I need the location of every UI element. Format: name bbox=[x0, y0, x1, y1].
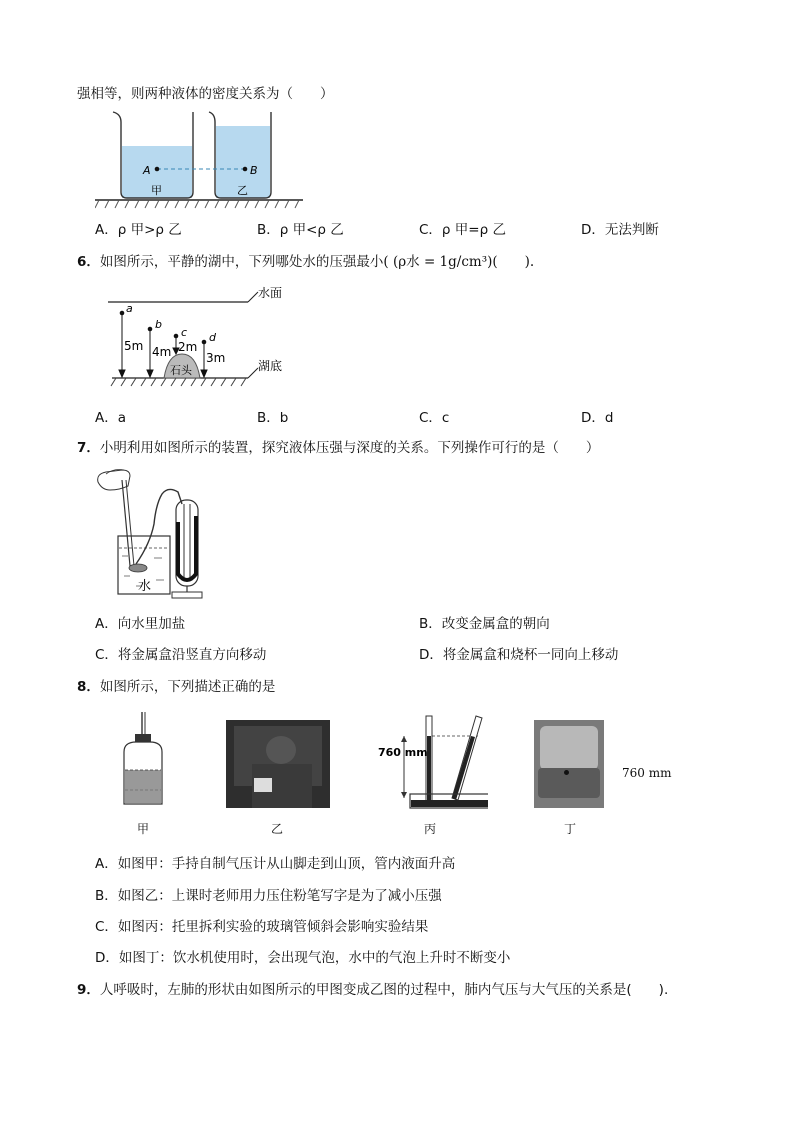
q7-option-c[interactable]: C．将金属盒沿竖直方向移动 bbox=[95, 647, 267, 663]
q7-question bbox=[77, 436, 599, 456]
q9-text: 人呼吸时，左肺的形状由如图所示的甲图变成乙图的过程中，肺内气压与大气压的关系是( ). bbox=[99, 982, 669, 998]
q5-option-d[interactable]: D．无法判断 bbox=[581, 222, 659, 238]
q8-bing-mm-label: 760 mm bbox=[378, 746, 428, 759]
q6-option-b[interactable]: B．b bbox=[257, 410, 289, 426]
q5-option-c[interactable]: C．ρ 甲=ρ 乙 bbox=[419, 222, 506, 238]
q8-figure-bing bbox=[378, 712, 488, 812]
q7-option-b[interactable]: B．改变金属盒的朝向 bbox=[419, 616, 550, 632]
q8-figure-yi-photo bbox=[226, 720, 330, 808]
q6-text: 如图所示，平静的湖中，下列哪处水的压强最小 bbox=[99, 254, 384, 270]
q8-number: 8． bbox=[77, 679, 100, 695]
q7-text: 小明利用如图所示的装置，探究液体压强与深度的关系。下列操作可行的是（ ） bbox=[99, 440, 600, 456]
q8-side-label: 760 mm bbox=[622, 766, 672, 780]
q8-text: 如图所示，下列描述正确的是 bbox=[99, 679, 276, 695]
q5-option-b[interactable]: B．ρ 甲<ρ 乙 bbox=[257, 222, 344, 238]
q9-question bbox=[77, 978, 668, 998]
q8-option-c[interactable]: C．如图丙：托里拆利实验的玻璃管倾斜会影响实验结果 bbox=[95, 919, 429, 935]
depth-a: 5m bbox=[124, 339, 144, 353]
q8-caption-ding: 丁 bbox=[564, 822, 577, 836]
point-b-label: B bbox=[250, 164, 258, 177]
beaker-right-label: 乙 bbox=[237, 184, 248, 197]
q7-option-d[interactable]: D．将金属盒和烧杯一同向上移动 bbox=[419, 647, 619, 663]
q6-number: 6． bbox=[77, 254, 100, 270]
q9-number: 9． bbox=[77, 982, 100, 998]
q5-beakers-figure bbox=[95, 108, 305, 210]
q6-option-d[interactable]: D．d bbox=[581, 410, 614, 426]
point-c: c bbox=[181, 326, 188, 339]
bottom-label: 湖底 bbox=[258, 359, 283, 373]
water-label: 水 bbox=[138, 579, 152, 594]
q8-option-b[interactable]: B．如图乙：上课时老师用力压住粉笔写字是为了减小压强 bbox=[95, 888, 442, 904]
surface-label: 水面 bbox=[258, 286, 283, 300]
q7-number: 7． bbox=[77, 440, 100, 456]
q6-formula: ( (ρ水 = 1g/cm³)( ). bbox=[383, 254, 535, 270]
q8-caption-yi: 乙 bbox=[271, 822, 284, 836]
q7-option-a[interactable]: A．向水里加盐 bbox=[95, 616, 186, 632]
q6-option-a[interactable]: A．a bbox=[95, 410, 127, 426]
q5-option-a[interactable]: A．ρ 甲>ρ 乙 bbox=[95, 222, 182, 238]
q8-option-d[interactable]: D．如图丁：饮水机使用时，会出现气泡，水中的气泡上升时不断变小 bbox=[95, 950, 511, 966]
q7-apparatus-figure bbox=[92, 464, 222, 604]
depth-b: 4m bbox=[152, 345, 172, 359]
stone-label: 石头 bbox=[170, 364, 192, 377]
q6-lake-figure bbox=[108, 280, 308, 390]
q8-question bbox=[77, 675, 275, 695]
q6-question bbox=[77, 250, 534, 270]
q8-figure-ding-photo bbox=[534, 720, 604, 808]
q8-option-a[interactable]: A．如图甲：手持自制气压计从山脚走到山顶，管内液面升高 bbox=[95, 856, 456, 872]
q8-figure-jia bbox=[112, 712, 172, 812]
q8-caption-bing: 丙 bbox=[424, 822, 437, 836]
point-a: a bbox=[126, 302, 133, 315]
q6-option-c[interactable]: C．c bbox=[419, 410, 450, 426]
point-b: b bbox=[155, 318, 162, 331]
q8-caption-jia: 甲 bbox=[137, 822, 150, 836]
depth-d: 3m bbox=[206, 351, 226, 365]
point-d: d bbox=[209, 331, 216, 344]
beaker-left-label: 甲 bbox=[151, 184, 162, 197]
point-a-label: A bbox=[143, 164, 151, 177]
q5-text: 强相等，则两种液体的密度关系为（ ） bbox=[77, 86, 334, 102]
depth-c: 2m bbox=[178, 340, 198, 354]
